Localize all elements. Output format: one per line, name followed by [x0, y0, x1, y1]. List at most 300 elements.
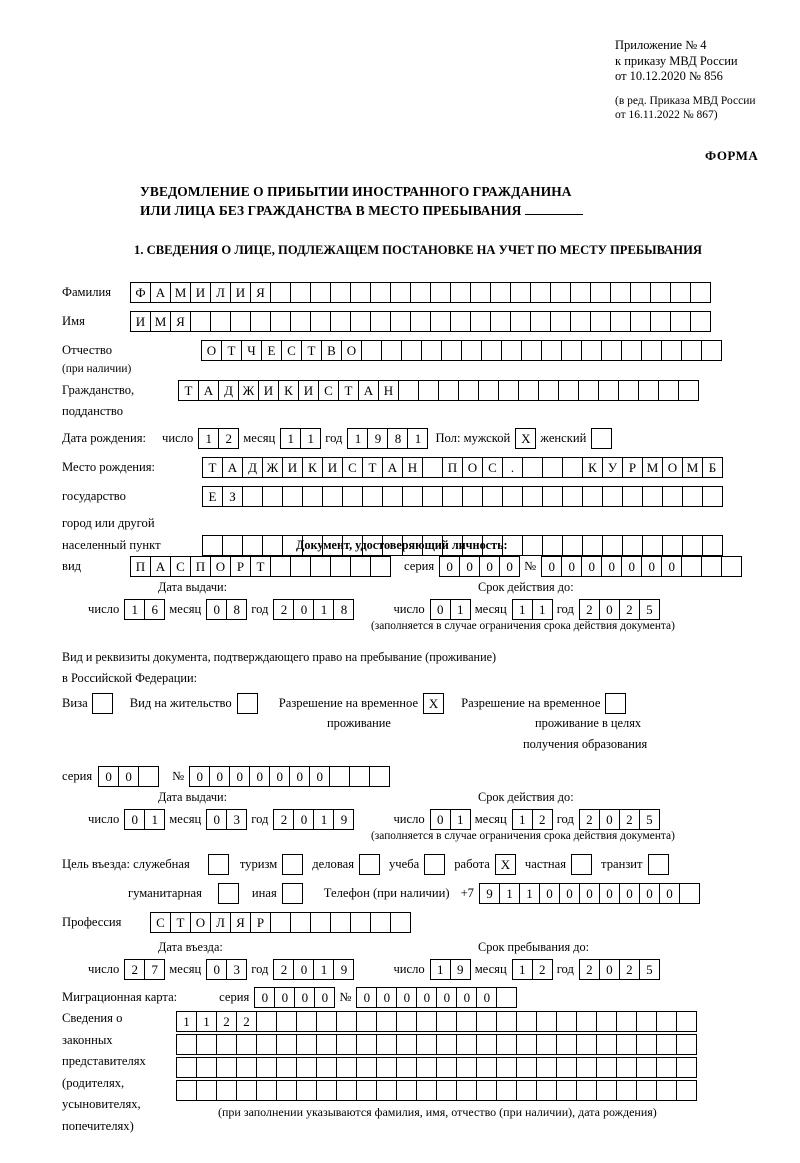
- char-cell[interactable]: 0: [430, 809, 451, 830]
- doc-kind-input[interactable]: [130, 556, 390, 577]
- char-cell[interactable]: [542, 486, 563, 507]
- char-cell[interactable]: [510, 311, 531, 332]
- purpose-other-checkbox[interactable]: [282, 883, 302, 904]
- char-cell[interactable]: [656, 1034, 677, 1055]
- char-cell[interactable]: [550, 311, 571, 332]
- char-cell[interactable]: [648, 854, 669, 875]
- char-cell[interactable]: [510, 282, 531, 303]
- char-cell[interactable]: [542, 457, 563, 478]
- char-cell[interactable]: [530, 282, 551, 303]
- char-cell[interactable]: [396, 1034, 417, 1055]
- char-cell[interactable]: [370, 556, 391, 577]
- char-cell[interactable]: 1: [198, 428, 219, 449]
- citizenship-input[interactable]: [178, 380, 698, 401]
- char-cell[interactable]: 0: [479, 556, 500, 577]
- char-cell[interactable]: 1: [499, 883, 520, 904]
- char-cell[interactable]: [422, 486, 443, 507]
- char-cell[interactable]: 0: [579, 883, 600, 904]
- char-cell[interactable]: Я: [170, 311, 191, 332]
- birth-year-input[interactable]: [347, 428, 427, 449]
- char-cell[interactable]: 0: [206, 599, 227, 620]
- char-cell[interactable]: [556, 1011, 577, 1032]
- char-cell[interactable]: 0: [229, 766, 250, 787]
- char-cell[interactable]: [316, 1057, 337, 1078]
- char-cell[interactable]: Т: [338, 380, 359, 401]
- char-cell[interactable]: 0: [499, 556, 520, 577]
- char-cell[interactable]: Т: [362, 457, 383, 478]
- char-cell[interactable]: [256, 1057, 277, 1078]
- char-cell[interactable]: 2: [532, 809, 553, 830]
- char-cell[interactable]: [636, 1080, 657, 1101]
- char-cell[interactable]: [401, 340, 422, 361]
- char-cell[interactable]: 0: [189, 766, 210, 787]
- char-cell[interactable]: 0: [476, 987, 497, 1008]
- char-cell[interactable]: 2: [218, 428, 239, 449]
- char-cell[interactable]: [396, 1080, 417, 1101]
- char-cell[interactable]: .: [502, 457, 523, 478]
- char-cell[interactable]: [381, 340, 402, 361]
- char-cell[interactable]: 2: [579, 959, 600, 980]
- char-cell[interactable]: [390, 311, 411, 332]
- char-cell[interactable]: 6: [144, 599, 165, 620]
- char-cell[interactable]: [418, 380, 439, 401]
- char-cell[interactable]: 5: [639, 599, 660, 620]
- entry-month-input[interactable]: [206, 959, 246, 980]
- char-cell[interactable]: [596, 1057, 617, 1078]
- char-cell[interactable]: [342, 486, 363, 507]
- char-cell[interactable]: 0: [459, 556, 480, 577]
- char-cell[interactable]: [581, 340, 602, 361]
- char-cell[interactable]: [702, 486, 723, 507]
- char-cell[interactable]: [416, 1057, 437, 1078]
- char-cell[interactable]: [616, 1034, 637, 1055]
- char-cell[interactable]: [282, 883, 303, 904]
- char-cell[interactable]: Р: [230, 556, 251, 577]
- char-cell[interactable]: [190, 311, 211, 332]
- doc-issue-year-input[interactable]: [273, 599, 353, 620]
- char-cell[interactable]: [562, 486, 583, 507]
- char-cell[interactable]: [270, 912, 291, 933]
- char-cell[interactable]: [558, 380, 579, 401]
- char-cell[interactable]: 1: [450, 599, 471, 620]
- char-cell[interactable]: [610, 311, 631, 332]
- migration-series-input[interactable]: [254, 987, 334, 1008]
- char-cell[interactable]: [658, 380, 679, 401]
- char-cell[interactable]: И: [322, 457, 343, 478]
- char-cell[interactable]: [436, 1080, 457, 1101]
- migration-number-input[interactable]: [356, 987, 516, 1008]
- char-cell[interactable]: 2: [619, 809, 640, 830]
- char-cell[interactable]: [670, 311, 691, 332]
- char-cell[interactable]: [682, 486, 703, 507]
- char-cell[interactable]: 0: [621, 556, 642, 577]
- stay-valid-year-input[interactable]: [579, 809, 659, 830]
- char-cell[interactable]: [571, 854, 592, 875]
- char-cell[interactable]: [336, 1034, 357, 1055]
- purpose-service-checkbox[interactable]: [208, 854, 228, 875]
- char-cell[interactable]: 0: [541, 556, 562, 577]
- char-cell[interactable]: [556, 1080, 577, 1101]
- char-cell[interactable]: 0: [599, 959, 620, 980]
- char-cell[interactable]: [670, 282, 691, 303]
- char-cell[interactable]: 0: [639, 883, 660, 904]
- char-cell[interactable]: О: [662, 457, 683, 478]
- char-cell[interactable]: [276, 1080, 297, 1101]
- char-cell[interactable]: 0: [396, 987, 417, 1008]
- char-cell[interactable]: [410, 282, 431, 303]
- char-cell[interactable]: [369, 766, 390, 787]
- char-cell[interactable]: [701, 556, 722, 577]
- char-cell[interactable]: 0: [124, 809, 145, 830]
- char-cell[interactable]: [262, 535, 283, 556]
- char-cell[interactable]: [210, 311, 231, 332]
- char-cell[interactable]: Е: [261, 340, 282, 361]
- char-cell[interactable]: [290, 912, 311, 933]
- char-cell[interactable]: П: [442, 457, 463, 478]
- char-cell[interactable]: [398, 380, 419, 401]
- char-cell[interactable]: М: [170, 282, 191, 303]
- char-cell[interactable]: [641, 340, 662, 361]
- purpose-study-checkbox[interactable]: [424, 854, 444, 875]
- char-cell[interactable]: [476, 1080, 497, 1101]
- char-cell[interactable]: [216, 1080, 237, 1101]
- char-cell[interactable]: 0: [254, 987, 275, 1008]
- char-cell[interactable]: П: [190, 556, 211, 577]
- char-cell[interactable]: [596, 1080, 617, 1101]
- char-cell[interactable]: 9: [367, 428, 388, 449]
- char-cell[interactable]: 0: [599, 809, 620, 830]
- char-cell[interactable]: [276, 1057, 297, 1078]
- char-cell[interactable]: [562, 457, 583, 478]
- sex-female-checkbox[interactable]: [591, 428, 611, 449]
- char-cell[interactable]: [430, 282, 451, 303]
- char-cell[interactable]: 1: [196, 1011, 217, 1032]
- surname-input[interactable]: [130, 282, 710, 303]
- phone-input[interactable]: [479, 883, 699, 904]
- char-cell[interactable]: [424, 854, 445, 875]
- char-cell[interactable]: Я: [250, 282, 271, 303]
- char-cell[interactable]: [376, 1057, 397, 1078]
- char-cell[interactable]: [598, 380, 619, 401]
- char-cell[interactable]: 0: [659, 883, 680, 904]
- char-cell[interactable]: [702, 535, 723, 556]
- char-cell[interactable]: [356, 1034, 377, 1055]
- char-cell[interactable]: [458, 380, 479, 401]
- char-cell[interactable]: [370, 311, 391, 332]
- char-cell[interactable]: [456, 1057, 477, 1078]
- char-cell[interactable]: Т: [170, 912, 191, 933]
- char-cell[interactable]: 2: [273, 809, 294, 830]
- char-cell[interactable]: 2: [532, 959, 553, 980]
- char-cell[interactable]: [496, 1057, 517, 1078]
- char-cell[interactable]: 0: [439, 556, 460, 577]
- purpose-business-checkbox[interactable]: [359, 854, 379, 875]
- char-cell[interactable]: [596, 1034, 617, 1055]
- char-cell[interactable]: 5: [639, 809, 660, 830]
- char-cell[interactable]: 1: [512, 599, 533, 620]
- char-cell[interactable]: [276, 1034, 297, 1055]
- char-cell[interactable]: [316, 1011, 337, 1032]
- char-cell[interactable]: А: [150, 556, 171, 577]
- char-cell[interactable]: [656, 1080, 677, 1101]
- char-cell[interactable]: [450, 311, 471, 332]
- char-cell[interactable]: 2: [579, 599, 600, 620]
- char-cell[interactable]: [616, 1080, 637, 1101]
- char-cell[interactable]: 0: [309, 766, 330, 787]
- char-cell[interactable]: 2: [236, 1011, 257, 1032]
- char-cell[interactable]: 0: [619, 883, 640, 904]
- char-cell[interactable]: К: [302, 457, 323, 478]
- char-cell[interactable]: [618, 380, 639, 401]
- char-cell[interactable]: 1: [313, 959, 334, 980]
- char-cell[interactable]: М: [642, 457, 663, 478]
- char-cell[interactable]: [541, 340, 562, 361]
- stay-month-input[interactable]: [512, 959, 552, 980]
- legal-rep-input-row-1[interactable]: [176, 1011, 696, 1032]
- char-cell[interactable]: [570, 311, 591, 332]
- char-cell[interactable]: [578, 380, 599, 401]
- char-cell[interactable]: [421, 340, 442, 361]
- char-cell[interactable]: Я: [230, 912, 251, 933]
- char-cell[interactable]: К: [582, 457, 603, 478]
- char-cell[interactable]: [376, 1080, 397, 1101]
- char-cell[interactable]: С: [482, 457, 503, 478]
- char-cell[interactable]: 0: [294, 987, 315, 1008]
- char-cell[interactable]: 2: [216, 1011, 237, 1032]
- char-cell[interactable]: [349, 766, 370, 787]
- char-cell[interactable]: [591, 428, 612, 449]
- char-cell[interactable]: [576, 1011, 597, 1032]
- char-cell[interactable]: О: [201, 340, 222, 361]
- char-cell[interactable]: [336, 1057, 357, 1078]
- char-cell[interactable]: [522, 457, 543, 478]
- char-cell[interactable]: [478, 380, 499, 401]
- char-cell[interactable]: [681, 556, 702, 577]
- char-cell[interactable]: [336, 1011, 357, 1032]
- char-cell[interactable]: [436, 1034, 457, 1055]
- char-cell[interactable]: [176, 1080, 197, 1101]
- char-cell[interactable]: 9: [450, 959, 471, 980]
- char-cell[interactable]: [516, 1057, 537, 1078]
- char-cell[interactable]: 0: [436, 987, 457, 1008]
- char-cell[interactable]: [582, 486, 603, 507]
- char-cell[interactable]: [290, 282, 311, 303]
- char-cell[interactable]: 1: [512, 809, 533, 830]
- char-cell[interactable]: И: [190, 282, 211, 303]
- char-cell[interactable]: [176, 1057, 197, 1078]
- visa-checkbox[interactable]: [92, 693, 112, 714]
- char-cell[interactable]: [196, 1034, 217, 1055]
- doc-valid-day-input[interactable]: [430, 599, 470, 620]
- char-cell[interactable]: 0: [293, 959, 314, 980]
- residence-permit-checkbox[interactable]: [237, 693, 257, 714]
- char-cell[interactable]: [678, 380, 699, 401]
- char-cell[interactable]: [636, 1057, 657, 1078]
- char-cell[interactable]: [596, 1011, 617, 1032]
- char-cell[interactable]: [422, 457, 443, 478]
- char-cell[interactable]: 1: [313, 809, 334, 830]
- char-cell[interactable]: В: [321, 340, 342, 361]
- char-cell[interactable]: [676, 1057, 697, 1078]
- char-cell[interactable]: 2: [619, 959, 640, 980]
- char-cell[interactable]: [92, 693, 113, 714]
- char-cell[interactable]: 0: [456, 987, 477, 1008]
- char-cell[interactable]: [310, 912, 331, 933]
- char-cell[interactable]: [296, 1011, 317, 1032]
- char-cell[interactable]: [701, 340, 722, 361]
- name-input[interactable]: [130, 311, 710, 332]
- char-cell[interactable]: [602, 486, 623, 507]
- char-cell[interactable]: 0: [209, 766, 230, 787]
- char-cell[interactable]: [642, 535, 663, 556]
- char-cell[interactable]: [430, 311, 451, 332]
- char-cell[interactable]: [290, 311, 311, 332]
- char-cell[interactable]: [376, 1034, 397, 1055]
- char-cell[interactable]: [316, 1080, 337, 1101]
- char-cell[interactable]: [290, 556, 311, 577]
- char-cell[interactable]: [676, 1080, 697, 1101]
- birth-day-input[interactable]: [198, 428, 238, 449]
- char-cell[interactable]: 1: [144, 809, 165, 830]
- char-cell[interactable]: [330, 282, 351, 303]
- char-cell[interactable]: [456, 1080, 477, 1101]
- char-cell[interactable]: [296, 1034, 317, 1055]
- char-cell[interactable]: 1: [532, 599, 553, 620]
- char-cell[interactable]: [330, 556, 351, 577]
- doc-valid-year-input[interactable]: [579, 599, 659, 620]
- char-cell[interactable]: [590, 282, 611, 303]
- char-cell[interactable]: 0: [314, 987, 335, 1008]
- char-cell[interactable]: [216, 1057, 237, 1078]
- char-cell[interactable]: Н: [378, 380, 399, 401]
- purpose-tourism-checkbox[interactable]: [282, 854, 302, 875]
- char-cell[interactable]: [236, 1057, 257, 1078]
- stay-year-input[interactable]: [579, 959, 659, 980]
- char-cell[interactable]: Т: [178, 380, 199, 401]
- char-cell[interactable]: [242, 535, 263, 556]
- char-cell[interactable]: А: [222, 457, 243, 478]
- char-cell[interactable]: [230, 311, 251, 332]
- char-cell[interactable]: [461, 340, 482, 361]
- char-cell[interactable]: Ж: [238, 380, 259, 401]
- char-cell[interactable]: [350, 912, 371, 933]
- char-cell[interactable]: 2: [619, 599, 640, 620]
- char-cell[interactable]: [601, 340, 622, 361]
- char-cell[interactable]: [582, 535, 603, 556]
- char-cell[interactable]: [456, 1034, 477, 1055]
- char-cell[interactable]: [476, 1034, 497, 1055]
- char-cell[interactable]: 2: [273, 599, 294, 620]
- char-cell[interactable]: [242, 486, 263, 507]
- char-cell[interactable]: [536, 1034, 557, 1055]
- char-cell[interactable]: [436, 1057, 457, 1078]
- char-cell[interactable]: [476, 1011, 497, 1032]
- doc-valid-month-input[interactable]: [512, 599, 552, 620]
- char-cell[interactable]: [602, 535, 623, 556]
- char-cell[interactable]: [370, 282, 391, 303]
- char-cell[interactable]: 0: [269, 766, 290, 787]
- char-cell[interactable]: [630, 311, 651, 332]
- char-cell[interactable]: 2: [273, 959, 294, 980]
- birth-month-input[interactable]: [280, 428, 320, 449]
- char-cell[interactable]: 0: [118, 766, 139, 787]
- entry-year-input[interactable]: [273, 959, 353, 980]
- char-cell[interactable]: [416, 1034, 437, 1055]
- char-cell[interactable]: У: [602, 457, 623, 478]
- char-cell[interactable]: 0: [293, 599, 314, 620]
- char-cell[interactable]: [638, 380, 659, 401]
- char-cell[interactable]: [642, 486, 663, 507]
- char-cell[interactable]: [330, 311, 351, 332]
- char-cell[interactable]: [330, 912, 351, 933]
- char-cell[interactable]: [336, 1080, 357, 1101]
- char-cell[interactable]: [650, 311, 671, 332]
- stay-series-input[interactable]: [98, 766, 158, 787]
- profession-input[interactable]: [150, 912, 410, 933]
- char-cell[interactable]: [530, 311, 551, 332]
- char-cell[interactable]: 0: [356, 987, 377, 1008]
- char-cell[interactable]: 8: [333, 599, 354, 620]
- char-cell[interactable]: [390, 912, 411, 933]
- stay-issue-month-input[interactable]: [206, 809, 246, 830]
- char-cell[interactable]: 0: [289, 766, 310, 787]
- char-cell[interactable]: К: [278, 380, 299, 401]
- char-cell[interactable]: [196, 1057, 217, 1078]
- char-cell[interactable]: 3: [226, 959, 247, 980]
- char-cell[interactable]: [196, 1080, 217, 1101]
- char-cell[interactable]: [498, 380, 519, 401]
- char-cell[interactable]: [661, 340, 682, 361]
- char-cell[interactable]: [679, 883, 700, 904]
- char-cell[interactable]: А: [150, 282, 171, 303]
- char-cell[interactable]: [350, 282, 371, 303]
- char-cell[interactable]: [316, 1034, 337, 1055]
- char-cell[interactable]: [237, 693, 258, 714]
- char-cell[interactable]: [690, 311, 711, 332]
- char-cell[interactable]: [561, 340, 582, 361]
- char-cell[interactable]: З: [222, 486, 243, 507]
- char-cell[interactable]: С: [342, 457, 363, 478]
- char-cell[interactable]: А: [198, 380, 219, 401]
- purpose-work-checkbox[interactable]: [495, 854, 515, 875]
- char-cell[interactable]: 1: [519, 883, 540, 904]
- char-cell[interactable]: [370, 912, 391, 933]
- stay-day-input[interactable]: [430, 959, 470, 980]
- char-cell[interactable]: [410, 311, 431, 332]
- char-cell[interactable]: [356, 1011, 377, 1032]
- char-cell[interactable]: [630, 282, 651, 303]
- char-cell[interactable]: [576, 1057, 597, 1078]
- stay-valid-month-input[interactable]: [512, 809, 552, 830]
- purpose-humanitarian-checkbox[interactable]: [218, 883, 238, 904]
- char-cell[interactable]: [322, 486, 343, 507]
- char-cell[interactable]: [350, 311, 371, 332]
- char-cell[interactable]: [396, 1057, 417, 1078]
- char-cell[interactable]: [556, 1034, 577, 1055]
- char-cell[interactable]: [256, 1011, 277, 1032]
- char-cell[interactable]: 0: [561, 556, 582, 577]
- char-cell[interactable]: О: [190, 912, 211, 933]
- char-cell[interactable]: [522, 535, 543, 556]
- purpose-private-checkbox[interactable]: [571, 854, 591, 875]
- char-cell[interactable]: [536, 1011, 557, 1032]
- char-cell[interactable]: С: [281, 340, 302, 361]
- char-cell[interactable]: [250, 311, 271, 332]
- char-cell[interactable]: [456, 1011, 477, 1032]
- char-cell[interactable]: [470, 311, 491, 332]
- char-cell[interactable]: 8: [226, 599, 247, 620]
- char-cell[interactable]: [276, 1011, 297, 1032]
